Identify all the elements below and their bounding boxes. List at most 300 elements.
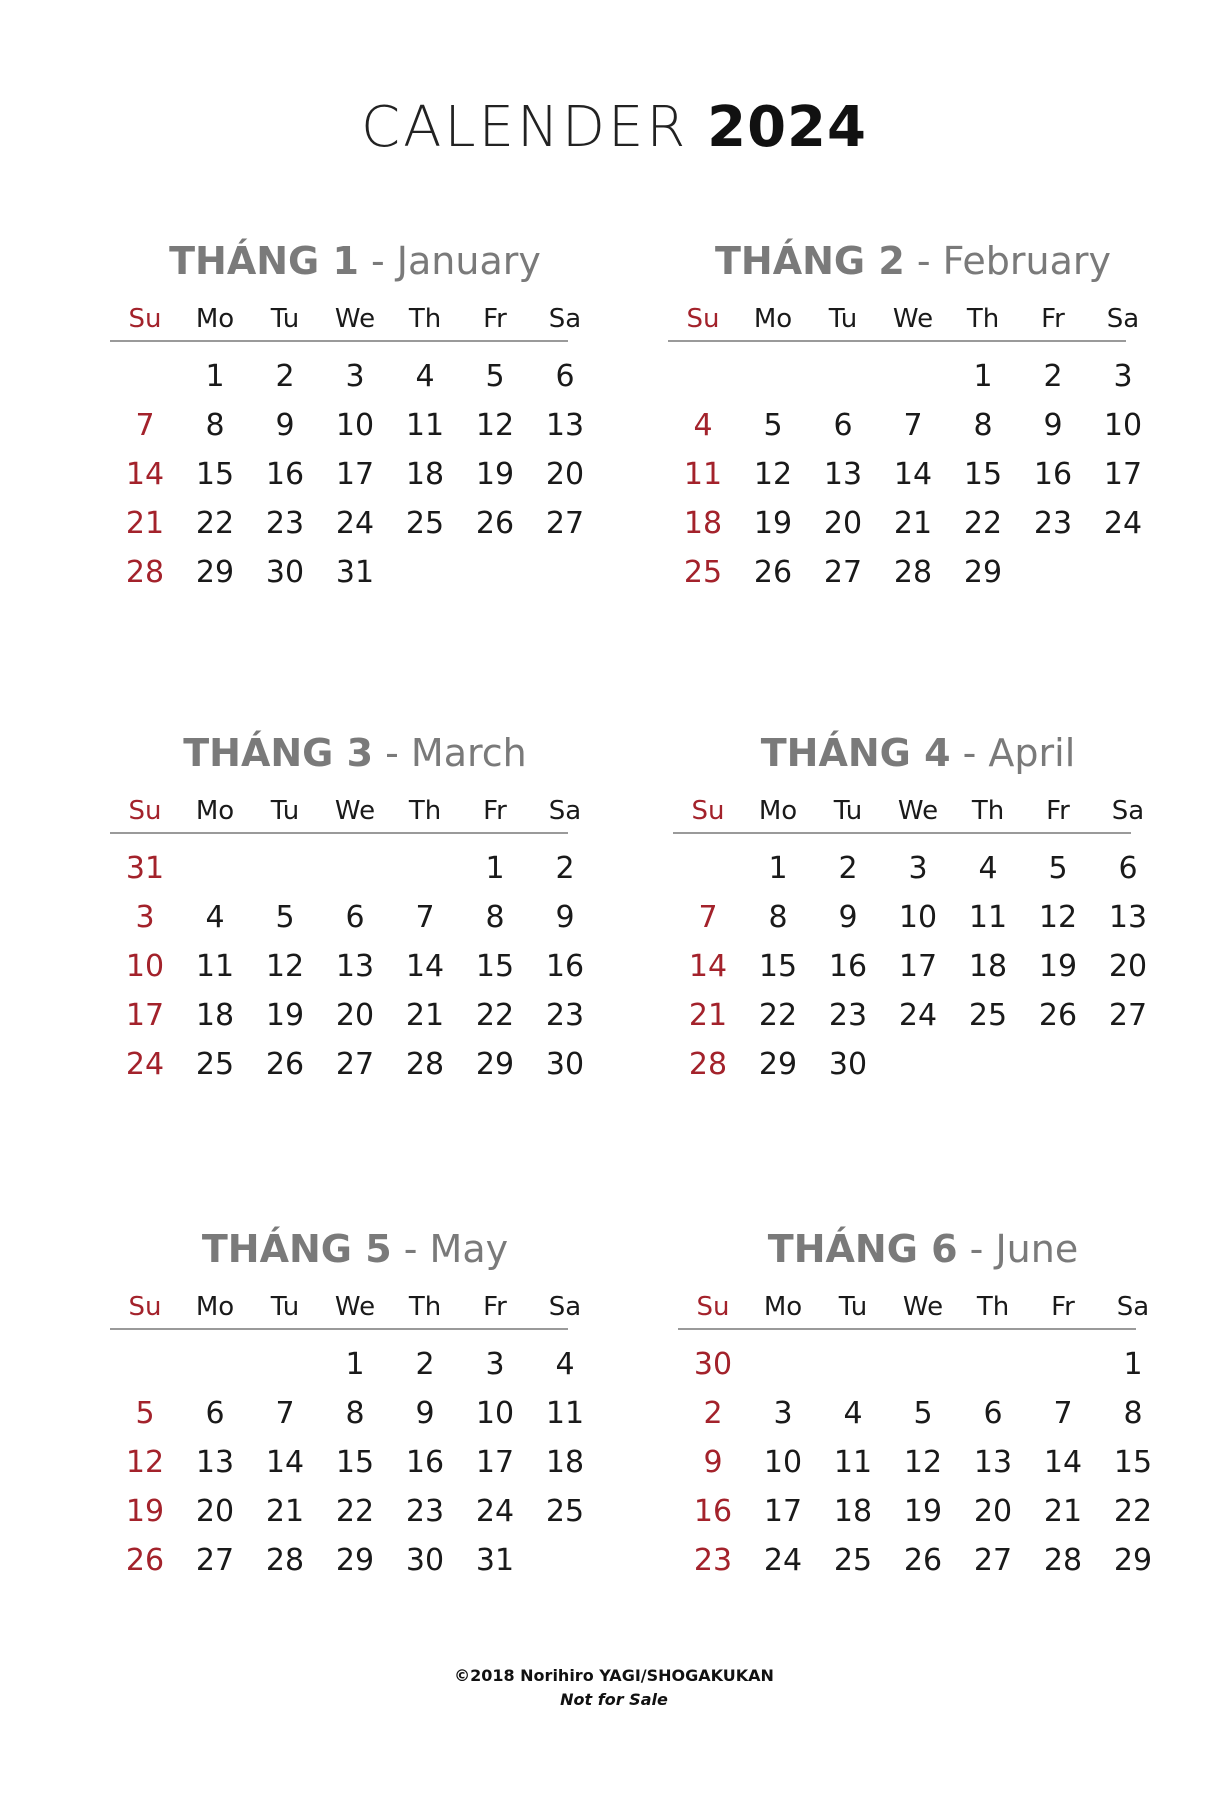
week-row	[678, 1487, 1153, 1536]
day-cell: 27	[545, 506, 585, 541]
day-cell: 5	[763, 408, 783, 443]
day-cell: 21	[893, 506, 933, 541]
day-cell: 23	[828, 998, 868, 1033]
week-row	[673, 893, 1148, 942]
day-cell: 20	[545, 457, 585, 492]
day-cell: 21	[125, 506, 165, 541]
day-cell: 28	[688, 1047, 728, 1082]
day-cell: 4	[978, 851, 998, 886]
day-cell: 10	[125, 949, 165, 984]
day-cell: 11	[968, 900, 1008, 935]
day-cell: 22	[963, 506, 1003, 541]
day-cell: 23	[405, 1494, 445, 1529]
day-cell: 14	[265, 1445, 305, 1480]
day-cell: 5	[913, 1396, 933, 1431]
day-cell: 7	[415, 900, 435, 935]
day-cell: 22	[335, 1494, 375, 1529]
month-title-separator: -	[358, 239, 397, 283]
day-cell: 3	[345, 359, 365, 394]
empty-day-cell	[110, 1340, 180, 1389]
day-cell: 14	[125, 457, 165, 492]
empty-day-cell	[180, 1340, 250, 1389]
empty-day-cell	[390, 548, 460, 597]
weekday-label: Fr	[483, 1292, 507, 1322]
weekday-label: Mo	[195, 796, 235, 826]
month-title	[140, 236, 570, 286]
day-cell: 29	[1113, 1543, 1153, 1578]
week-row	[110, 352, 575, 401]
day-cell: 19	[475, 457, 515, 492]
day-cell: 28	[893, 555, 933, 590]
week-row	[110, 1340, 575, 1389]
weekday-label: Mo	[195, 1292, 235, 1322]
day-cell: 24	[475, 1494, 515, 1529]
month-block	[110, 1224, 585, 1585]
day-cell: 18	[545, 1445, 585, 1480]
empty-day-cell	[668, 352, 738, 401]
month-title	[140, 1224, 570, 1274]
month-title	[703, 728, 1133, 778]
weekday-label: Mo	[753, 304, 793, 334]
week-row	[678, 1389, 1143, 1438]
weekday-label: We	[334, 796, 376, 826]
day-cell: 16	[828, 949, 868, 984]
month-title-vn: THÁNG 2	[714, 239, 905, 283]
day-cell: 19	[1038, 949, 1078, 984]
month-title-vn: THÁNG 3	[183, 731, 374, 775]
day-cell: 29	[195, 555, 235, 590]
day-cell: 29	[335, 1543, 375, 1578]
day-cell: 10	[763, 1445, 803, 1480]
day-cell: 20	[195, 1494, 235, 1529]
day-cell: 26	[1038, 998, 1078, 1033]
empty-day-cell	[738, 352, 808, 401]
month-title-vn: THÁNG 1	[169, 239, 359, 283]
day-cell: 27	[823, 555, 863, 590]
month-title-vn: THÁNG 6	[767, 1227, 958, 1271]
day-cell: 9	[275, 408, 295, 443]
day-cell: 1	[973, 359, 993, 394]
days-grid	[678, 1340, 1153, 1585]
week-row	[110, 844, 575, 893]
weekday-header	[668, 302, 1140, 342]
weekday-label: Su	[128, 1292, 162, 1322]
days-grid	[673, 844, 1148, 1089]
week-row	[678, 1438, 1153, 1487]
weekday-label: Sa	[548, 1292, 582, 1322]
day-cell: 14	[688, 949, 728, 984]
month-block	[678, 1224, 1153, 1585]
day-cell: 21	[265, 1494, 305, 1529]
weekday-label: Mo	[758, 796, 798, 826]
month-title-separator: -	[950, 731, 989, 775]
day-cell: 30	[265, 555, 305, 590]
day-cell: 16	[1033, 457, 1073, 492]
day-cell: 1	[1123, 1347, 1143, 1382]
day-cell: 13	[973, 1445, 1013, 1480]
day-cell: 23	[545, 998, 585, 1033]
day-cell: 16	[693, 1494, 733, 1529]
day-cell: 5	[135, 1396, 155, 1431]
page-title-year: 2024	[707, 95, 867, 160]
day-cell: 26	[903, 1543, 943, 1578]
day-cell: 3	[773, 1396, 793, 1431]
day-cell: 12	[475, 408, 515, 443]
week-row	[673, 942, 1148, 991]
day-cell: 2	[275, 359, 295, 394]
weekday-header	[673, 794, 1145, 834]
day-cell: 1	[485, 851, 505, 886]
day-cell: 16	[265, 457, 305, 492]
month-title-en: February	[942, 239, 1112, 283]
day-cell: 11	[195, 949, 235, 984]
day-cell: 17	[1103, 457, 1143, 492]
day-cell: 23	[693, 1543, 733, 1578]
weekday-label: Tu	[838, 1292, 868, 1322]
day-cell: 10	[1103, 408, 1143, 443]
day-cell: 11	[545, 1396, 585, 1431]
weekday-label: Tu	[270, 796, 300, 826]
week-row	[110, 401, 585, 450]
month-title-separator: -	[957, 1227, 996, 1271]
month-title-en: March	[410, 731, 527, 775]
month-block	[673, 728, 1148, 1089]
week-row	[110, 548, 570, 597]
day-cell: 20	[973, 1494, 1013, 1529]
day-cell: 30	[693, 1347, 733, 1382]
day-cell: 7	[1053, 1396, 1073, 1431]
day-cell: 15	[195, 457, 235, 492]
day-cell: 22	[1113, 1494, 1153, 1529]
week-row	[668, 499, 1143, 548]
day-cell: 12	[903, 1445, 943, 1480]
day-cell: 31	[335, 555, 375, 590]
day-cell: 27	[195, 1543, 235, 1578]
day-cell: 11	[683, 457, 723, 492]
day-cell: 18	[968, 949, 1008, 984]
weekday-label: Sa	[1111, 796, 1145, 826]
empty-day-cell	[180, 844, 250, 893]
weekday-label: Tu	[828, 304, 858, 334]
day-cell: 24	[335, 506, 375, 541]
day-cell: 17	[763, 1494, 803, 1529]
empty-day-cell	[748, 1340, 818, 1389]
day-cell: 12	[1038, 900, 1078, 935]
footer	[0, 1664, 1228, 1712]
day-cell: 30	[405, 1543, 445, 1578]
weekday-label: Sa	[1116, 1292, 1150, 1322]
weekday-label: Tu	[833, 796, 863, 826]
day-cell: 9	[838, 900, 858, 935]
day-cell: 27	[335, 1047, 375, 1082]
day-cell: 3	[135, 900, 155, 935]
weekday-header	[110, 1290, 582, 1330]
empty-day-cell	[818, 1340, 888, 1389]
day-cell: 15	[1113, 1445, 1153, 1480]
month-title-separator: -	[391, 1227, 430, 1271]
day-cell: 11	[833, 1445, 873, 1480]
empty-day-cell	[883, 1040, 953, 1089]
page-title	[0, 92, 1228, 164]
day-cell: 3	[1113, 359, 1133, 394]
day-cell: 8	[205, 408, 225, 443]
weekday-label: Th	[408, 304, 442, 334]
day-cell: 23	[265, 506, 305, 541]
empty-day-cell	[808, 352, 878, 401]
day-cell: 27	[1108, 998, 1148, 1033]
week-row	[110, 991, 585, 1040]
day-cell: 22	[475, 998, 515, 1033]
empty-day-cell	[1018, 548, 1088, 597]
week-row	[678, 1340, 1143, 1389]
day-cell: 18	[405, 457, 445, 492]
week-row	[110, 1536, 570, 1585]
day-cell: 2	[703, 1396, 723, 1431]
day-cell: 26	[753, 555, 793, 590]
day-cell: 8	[973, 408, 993, 443]
day-cell: 25	[545, 1494, 585, 1529]
day-cell: 1	[768, 851, 788, 886]
day-cell: 13	[823, 457, 863, 492]
weekday-label: We	[892, 304, 934, 334]
day-cell: 6	[345, 900, 365, 935]
day-cell: 29	[475, 1047, 515, 1082]
month-title-separator: -	[373, 731, 411, 775]
month-title-en: January	[396, 239, 541, 283]
month-title-en: April	[988, 731, 1076, 775]
week-row	[673, 844, 1138, 893]
day-cell: 2	[555, 851, 575, 886]
day-cell: 22	[758, 998, 798, 1033]
day-cell: 13	[195, 1445, 235, 1480]
empty-day-cell	[1088, 548, 1158, 597]
days-grid	[110, 844, 585, 1089]
day-cell: 12	[265, 949, 305, 984]
day-cell: 4	[415, 359, 435, 394]
day-cell: 6	[1118, 851, 1138, 886]
weekday-label: Su	[691, 796, 725, 826]
weekday-label: We	[902, 1292, 944, 1322]
day-cell: 31	[125, 851, 165, 886]
day-cell: 15	[335, 1445, 375, 1480]
day-cell: 19	[753, 506, 793, 541]
day-cell: 2	[1043, 359, 1063, 394]
day-cell: 4	[843, 1396, 863, 1431]
day-cell: 1	[205, 359, 225, 394]
day-cell: 2	[415, 1347, 435, 1382]
day-cell: 13	[545, 408, 585, 443]
day-cell: 29	[758, 1047, 798, 1082]
day-cell: 5	[1048, 851, 1068, 886]
day-cell: 4	[205, 900, 225, 935]
day-cell: 29	[963, 555, 1003, 590]
day-cell: 7	[275, 1396, 295, 1431]
empty-day-cell	[673, 844, 743, 893]
weekday-label: Th	[408, 1292, 442, 1322]
days-grid	[668, 352, 1143, 597]
days-grid	[110, 1340, 585, 1585]
day-cell: 21	[1043, 1494, 1083, 1529]
month-title	[698, 236, 1128, 286]
weekday-label: Fr	[483, 304, 507, 334]
day-cell: 18	[195, 998, 235, 1033]
weekday-label: Tu	[270, 1292, 300, 1322]
day-cell: 26	[125, 1543, 165, 1578]
empty-day-cell	[888, 1340, 958, 1389]
month-title-vn: THÁNG 5	[201, 1227, 392, 1271]
weekday-label: Th	[408, 796, 442, 826]
day-cell: 17	[335, 457, 375, 492]
day-cell: 8	[345, 1396, 365, 1431]
week-row	[110, 893, 575, 942]
month-title-en: May	[429, 1227, 509, 1271]
empty-day-cell	[530, 1536, 600, 1585]
day-cell: 7	[698, 900, 718, 935]
day-cell: 9	[1043, 408, 1063, 443]
day-cell: 28	[1043, 1543, 1083, 1578]
day-cell: 25	[833, 1543, 873, 1578]
day-cell: 21	[405, 998, 445, 1033]
day-cell: 5	[275, 900, 295, 935]
empty-day-cell	[250, 844, 320, 893]
empty-day-cell	[250, 1340, 320, 1389]
day-cell: 16	[405, 1445, 445, 1480]
weekday-label: Fr	[1051, 1292, 1075, 1322]
day-cell: 6	[555, 359, 575, 394]
day-cell: 18	[833, 1494, 873, 1529]
day-cell: 10	[475, 1396, 515, 1431]
weekday-label: Sa	[1106, 304, 1140, 334]
page-title-word: CALENDER	[361, 95, 689, 160]
weekday-label: We	[334, 304, 376, 334]
week-row	[110, 499, 585, 548]
day-cell: 4	[693, 408, 713, 443]
month-title	[140, 728, 570, 778]
week-row	[110, 1040, 585, 1089]
day-cell: 4	[555, 1347, 575, 1382]
weekday-label: We	[334, 1292, 376, 1322]
day-cell: 10	[898, 900, 938, 935]
empty-day-cell	[1028, 1340, 1098, 1389]
day-cell: 21	[688, 998, 728, 1033]
day-cell: 8	[1123, 1396, 1143, 1431]
empty-day-cell	[110, 352, 180, 401]
day-cell: 24	[1103, 506, 1143, 541]
day-cell: 9	[415, 1396, 435, 1431]
empty-day-cell	[958, 1340, 1028, 1389]
day-cell: 8	[485, 900, 505, 935]
week-row	[678, 1536, 1153, 1585]
day-cell: 13	[1108, 900, 1148, 935]
week-row	[668, 352, 1133, 401]
day-cell: 30	[545, 1047, 585, 1082]
weekday-label: Su	[686, 304, 720, 334]
day-cell: 20	[1108, 949, 1148, 984]
day-cell: 12	[753, 457, 793, 492]
day-cell: 5	[485, 359, 505, 394]
day-cell: 15	[963, 457, 1003, 492]
week-row	[668, 548, 1128, 597]
weekday-label: Fr	[1046, 796, 1070, 826]
day-cell: 28	[125, 555, 165, 590]
day-cell: 19	[903, 1494, 943, 1529]
month-title	[708, 1224, 1138, 1274]
day-cell: 14	[893, 457, 933, 492]
day-cell: 1	[345, 1347, 365, 1382]
day-cell: 17	[898, 949, 938, 984]
day-cell: 2	[838, 851, 858, 886]
day-cell: 7	[135, 408, 155, 443]
day-cell: 17	[475, 1445, 515, 1480]
day-cell: 25	[968, 998, 1008, 1033]
day-cell: 25	[683, 555, 723, 590]
week-row	[668, 450, 1143, 499]
day-cell: 20	[335, 998, 375, 1033]
weekday-label: Sa	[548, 796, 582, 826]
empty-day-cell	[1023, 1040, 1093, 1089]
weekday-label: Fr	[1041, 304, 1065, 334]
day-cell: 24	[898, 998, 938, 1033]
weekday-header	[110, 302, 582, 342]
month-title-separator: -	[904, 239, 943, 283]
weekday-label: We	[897, 796, 939, 826]
week-row	[110, 1438, 585, 1487]
empty-day-cell	[390, 844, 460, 893]
day-cell: 22	[195, 506, 235, 541]
month-block	[110, 236, 585, 597]
week-row	[110, 942, 585, 991]
month-title-vn: THÁNG 4	[760, 731, 951, 775]
day-cell: 28	[265, 1543, 305, 1578]
empty-day-cell	[460, 548, 530, 597]
day-cell: 18	[683, 506, 723, 541]
empty-day-cell	[320, 844, 390, 893]
day-cell: 8	[768, 900, 788, 935]
month-block	[110, 728, 585, 1089]
day-cell: 6	[983, 1396, 1003, 1431]
copyright-text: ©2018 Norihiro YAGI/SHOGAKUKAN	[454, 1666, 774, 1685]
day-cell: 26	[265, 1047, 305, 1082]
week-row	[110, 1389, 585, 1438]
day-cell: 24	[125, 1047, 165, 1082]
day-cell: 13	[335, 949, 375, 984]
month-block	[668, 236, 1143, 597]
day-cell: 3	[485, 1347, 505, 1382]
weekday-label: Fr	[483, 796, 507, 826]
weekday-label: Th	[976, 1292, 1010, 1322]
empty-day-cell	[530, 548, 600, 597]
day-cell: 14	[405, 949, 445, 984]
empty-day-cell	[953, 1040, 1023, 1089]
month-title-en: June	[995, 1227, 1079, 1271]
weekday-label: Su	[696, 1292, 730, 1322]
day-cell: 9	[703, 1445, 723, 1480]
day-cell: 23	[1033, 506, 1073, 541]
empty-day-cell	[1093, 1040, 1163, 1089]
weekday-header	[110, 794, 582, 834]
days-grid	[110, 352, 585, 597]
day-cell: 11	[405, 408, 445, 443]
day-cell: 6	[205, 1396, 225, 1431]
week-row	[110, 450, 585, 499]
week-row	[668, 401, 1143, 450]
day-cell: 25	[195, 1047, 235, 1082]
weekday-label: Su	[128, 304, 162, 334]
not-for-sale-text: Not for Sale	[560, 1690, 668, 1709]
day-cell: 19	[265, 998, 305, 1033]
day-cell: 27	[973, 1543, 1013, 1578]
weekday-label: Mo	[763, 1292, 803, 1322]
